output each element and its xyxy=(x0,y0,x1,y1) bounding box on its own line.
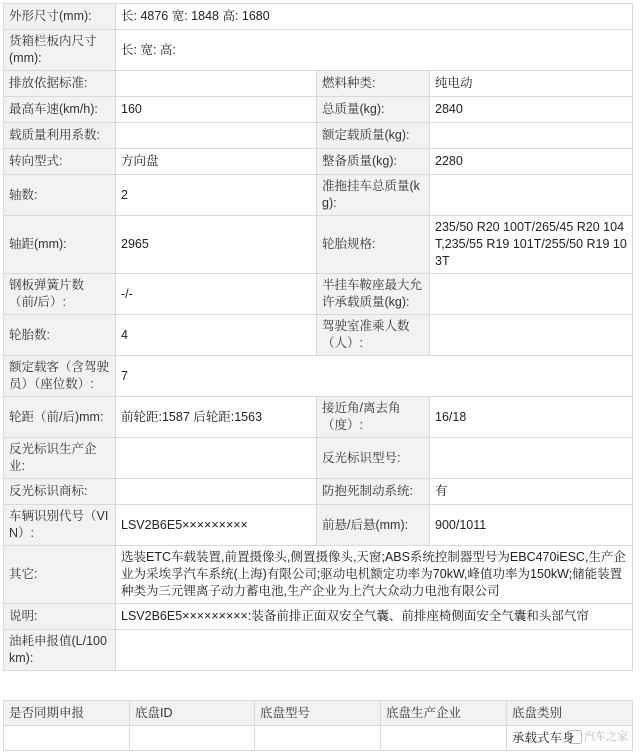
dimensions-label: 外形尺寸(mm): xyxy=(4,4,116,30)
note-value: LSV2B6E5×××××××××:装备前排正面双安全气囊、前排座椅侧面安全气囊和头部气帘 xyxy=(116,604,633,630)
cab-passengers-label: 驾驶室准乘人数（人）: xyxy=(317,315,430,356)
reflect-maker-label: 反光标识生产企业: xyxy=(4,438,116,479)
fuel-consumption-label: 油耗申报值(L/100km): xyxy=(4,630,116,671)
curb-mass-value: 2280 xyxy=(430,149,633,175)
row-fuel-consumption xyxy=(4,630,633,671)
vin-label: 车辆识别代号（VIN）: xyxy=(4,505,116,546)
total-mass-value: 2840 xyxy=(430,97,633,123)
load-util-label: 载质量利用系数: xyxy=(4,123,116,149)
max-speed-value: 160 xyxy=(116,97,317,123)
curb-mass-label: 整备质量(kg): xyxy=(317,149,430,175)
tire-count-value: 4 xyxy=(116,315,317,356)
reflect-model-value xyxy=(430,438,633,479)
chassis-data-row xyxy=(4,726,633,751)
track-value: 前轮距:1587 后轮距:1563 xyxy=(116,397,317,438)
spring-value: -/- xyxy=(116,274,317,315)
steering-label: 转向型式: xyxy=(4,149,116,175)
trailer-mass-label: 准拖挂车总质量(kg): xyxy=(317,175,430,216)
load-util-value xyxy=(116,123,317,149)
emission-value xyxy=(116,71,317,97)
reflect-maker-value xyxy=(116,438,317,479)
dimensions-value: 长: 4876 宽: 1848 高: 1680 xyxy=(116,4,633,30)
saddle-value xyxy=(430,274,633,315)
row-other xyxy=(4,546,633,604)
watermark-logo-icon xyxy=(568,730,582,744)
chassis-maker-value xyxy=(381,726,507,751)
other-value: 选装ETC车载装置,前置摄像头,侧置摄像头,天窗;ABS系统控制器型号为EBC470iESC,生产企业为采埃孚汽车系统(上海)有限公司;驱动电机额定功率为70kW,峰值功率为150kW;储能装置种类为三元锂离子动力蓄电池,生产企业为上汽大众动力电池有限公司 xyxy=(116,546,633,604)
row-seats xyxy=(4,356,633,397)
saddle-label: 半挂车鞍座最大允许承载质量(kg): xyxy=(317,274,430,315)
cargo-label: 货箱栏板内尺寸(mm): xyxy=(4,30,116,71)
row-note xyxy=(4,604,633,630)
row-speed xyxy=(4,97,633,123)
row-reflect-maker xyxy=(4,438,633,479)
steering-value: 方向盘 xyxy=(116,149,317,175)
chassis-type-value: 承载式车身 xyxy=(507,726,633,751)
track-label: 轮距（前/后)mm: xyxy=(4,397,116,438)
axles-value: 2 xyxy=(116,175,317,216)
abs-value: 有 xyxy=(430,479,633,505)
chassis-header-maker: 底盘生产企业 xyxy=(381,701,507,726)
reflect-brand-value xyxy=(116,479,317,505)
chassis-model-value xyxy=(255,726,381,751)
vin-value: LSV2B6E5××××××××× xyxy=(116,505,317,546)
wheelbase-value: 2965 xyxy=(116,216,317,274)
chassis-sync-value xyxy=(4,726,130,751)
row-steering xyxy=(4,149,633,175)
chassis-id-value xyxy=(130,726,255,751)
row-emission xyxy=(4,71,633,97)
cargo-value: 长: 宽: 高: xyxy=(116,30,633,71)
approach-label: 接近角/离去角（度）: xyxy=(317,397,430,438)
row-tire-count xyxy=(4,315,633,356)
chassis-table xyxy=(3,700,633,751)
row-reflect-brand xyxy=(4,479,633,505)
fuel-value: 纯电动 xyxy=(430,71,633,97)
row-spring xyxy=(4,274,633,315)
row-load xyxy=(4,123,633,149)
wheelbase-label: 轴距(mm): xyxy=(4,216,116,274)
chassis-header-id: 底盘ID xyxy=(130,701,255,726)
chassis-header-model: 底盘型号 xyxy=(255,701,381,726)
rated-load-value xyxy=(430,123,633,149)
tire-count-label: 轮胎数: xyxy=(4,315,116,356)
row-wheelbase xyxy=(4,216,633,274)
row-vin xyxy=(4,505,633,546)
total-mass-label: 总质量(kg): xyxy=(317,97,430,123)
approach-value: 16/18 xyxy=(430,397,633,438)
row-cargo xyxy=(4,30,633,71)
overhang-label: 前悬/后悬(mm): xyxy=(317,505,430,546)
trailer-mass-value xyxy=(430,175,633,216)
row-dimensions xyxy=(4,4,633,30)
watermark xyxy=(568,728,636,748)
chassis-header-sync: 是否同期申报 xyxy=(4,701,130,726)
tire-value: 235/50 R20 100T/265/45 R20 104T,235/55 R19 101T/255/50 R19 103T xyxy=(430,216,633,274)
axles-label: 轴数: xyxy=(4,175,116,216)
reflect-brand-label: 反光标识商标: xyxy=(4,479,116,505)
seats-value: 7 xyxy=(116,356,633,397)
row-track xyxy=(4,397,633,438)
cab-passengers-value xyxy=(430,315,633,356)
spec-table xyxy=(3,3,633,671)
overhang-value: 900/1011 xyxy=(430,505,633,546)
note-label: 说明: xyxy=(4,604,116,630)
spring-label: 钢板弹簧片数（前/后）: xyxy=(4,274,116,315)
seats-label: 额定载客（含驾驶员）（座位数）: xyxy=(4,356,116,397)
chassis-header-type: 底盘类别 xyxy=(507,701,633,726)
tire-label: 轮胎规格: xyxy=(317,216,430,274)
max-speed-label: 最高车速(km/h): xyxy=(4,97,116,123)
fuel-label: 燃料种类: xyxy=(317,71,430,97)
row-axles xyxy=(4,175,633,216)
fuel-consumption-value xyxy=(116,630,633,671)
rated-load-label: 额定载质量(kg): xyxy=(317,123,430,149)
other-label: 其它: xyxy=(4,546,116,604)
emission-label: 排放依据标准: xyxy=(4,71,116,97)
abs-label: 防抱死制动系统: xyxy=(317,479,430,505)
watermark-text: 汽车之家 xyxy=(584,731,628,743)
chassis-header-row xyxy=(4,701,633,726)
reflect-model-label: 反光标识型号: xyxy=(317,438,430,479)
